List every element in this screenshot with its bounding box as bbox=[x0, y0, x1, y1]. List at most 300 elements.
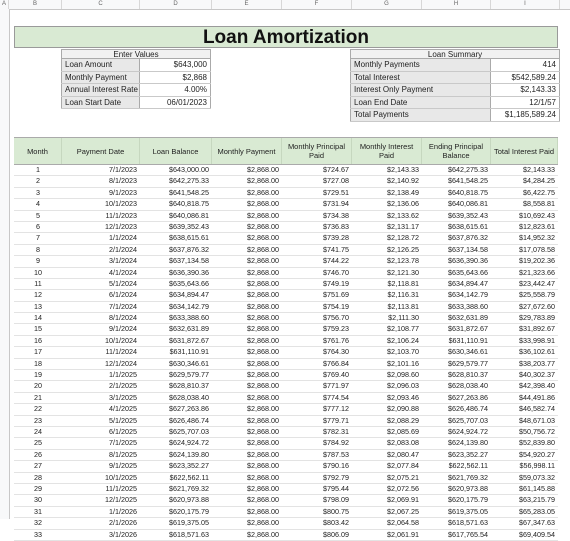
table-cell[interactable]: 7 bbox=[36, 233, 40, 243]
table-cell[interactable]: $2,868.00 bbox=[247, 313, 279, 323]
table-cell[interactable]: 11/1/2025 bbox=[105, 483, 137, 493]
table-cell[interactable]: $624,139.80 bbox=[169, 449, 209, 459]
table-row bbox=[14, 199, 558, 210]
column-header-d[interactable]: D bbox=[140, 0, 212, 9]
table-cell[interactable]: $631,110.91 bbox=[448, 335, 488, 345]
table-cell[interactable]: $634,142.79 bbox=[169, 301, 209, 311]
table-cell[interactable]: 11/1/2023 bbox=[105, 210, 137, 220]
table-cell[interactable]: $2,868.00 bbox=[247, 233, 279, 243]
table-cell[interactable]: $624,139.80 bbox=[448, 438, 488, 448]
table-cell[interactable]: $2,138.49 bbox=[387, 187, 419, 197]
table-cell[interactable]: $622,562.11 bbox=[448, 461, 488, 471]
table-cell[interactable]: $2,868.00 bbox=[247, 370, 279, 380]
table-cell[interactable]: 30 bbox=[34, 495, 42, 505]
table-cell[interactable]: $2,096.03 bbox=[387, 381, 419, 391]
table-cell[interactable]: 24 bbox=[34, 426, 42, 436]
table-cell[interactable]: $2,143.33 bbox=[523, 165, 555, 174]
table-cell[interactable]: $639,352.43 bbox=[448, 210, 488, 220]
table-cell[interactable]: $790.16 bbox=[323, 461, 349, 471]
table-cell[interactable]: $61,145.88 bbox=[519, 483, 555, 493]
table-cell[interactable]: $787.53 bbox=[323, 449, 349, 459]
table-cell[interactable]: $23,442.47 bbox=[519, 278, 555, 288]
table-cell[interactable]: $69,409.54 bbox=[519, 529, 555, 539]
table-cell[interactable]: 1/1/2024 bbox=[109, 233, 137, 243]
table-cell[interactable]: $642,275.33 bbox=[169, 176, 209, 186]
table-cell[interactable]: $724.67 bbox=[323, 165, 349, 174]
table-cell[interactable]: $2,077.84 bbox=[387, 461, 419, 471]
field-value[interactable]: $643,000 bbox=[140, 59, 211, 71]
table-cell[interactable]: $2,868.00 bbox=[247, 506, 279, 516]
table-cell[interactable]: $803.42 bbox=[323, 518, 349, 528]
table-cell[interactable]: $2,123.78 bbox=[387, 256, 419, 266]
table-cell[interactable]: $63,215.79 bbox=[519, 495, 555, 505]
table-cell[interactable]: $19,202.36 bbox=[519, 256, 555, 266]
table-cell[interactable]: $630,346.61 bbox=[169, 358, 209, 368]
table-cell[interactable]: $59,073.32 bbox=[519, 472, 555, 482]
column-heading[interactable]: Ending Principal Balance bbox=[422, 138, 491, 164]
table-cell[interactable]: $779.71 bbox=[323, 415, 349, 425]
column-header-h[interactable]: H bbox=[422, 0, 491, 9]
table-cell[interactable]: $4,284.25 bbox=[523, 176, 555, 186]
table-cell[interactable]: $2,093.46 bbox=[387, 392, 419, 402]
table-cell[interactable]: 19 bbox=[34, 370, 42, 380]
table-cell[interactable]: $628,038.40 bbox=[448, 381, 488, 391]
table-cell[interactable]: $46,582.74 bbox=[519, 404, 555, 414]
table-cell[interactable]: $10,692.43 bbox=[519, 210, 555, 220]
table-cell[interactable]: $29,783.89 bbox=[519, 313, 555, 323]
table-cell[interactable]: 7/1/2024 bbox=[109, 301, 137, 311]
table-cell[interactable]: $2,868.00 bbox=[247, 483, 279, 493]
table-cell[interactable]: $2,868.00 bbox=[247, 176, 279, 186]
table-row bbox=[14, 427, 558, 438]
table-cell[interactable]: $734.38 bbox=[323, 210, 349, 220]
column-header-i[interactable]: I bbox=[491, 0, 560, 9]
column-heading[interactable]: Monthly Interest Paid bbox=[352, 138, 422, 164]
table-cell[interactable]: $774.54 bbox=[323, 392, 349, 402]
table-cell[interactable]: $2,868.00 bbox=[247, 278, 279, 288]
table-cell[interactable]: 10/1/2025 bbox=[105, 472, 137, 482]
table-cell[interactable]: 13 bbox=[34, 301, 42, 311]
table-cell[interactable]: $636,390.36 bbox=[169, 267, 209, 277]
table-cell[interactable]: $2,069.91 bbox=[387, 495, 419, 505]
column-header-a[interactable]: A bbox=[0, 0, 9, 9]
table-cell[interactable]: $2,868.00 bbox=[247, 244, 279, 254]
table-cell[interactable]: $627,263.86 bbox=[169, 404, 209, 414]
table-cell[interactable]: $2,868.00 bbox=[247, 449, 279, 459]
table-cell[interactable]: 12/1/2023 bbox=[105, 221, 137, 231]
table-cell[interactable]: $637,876.32 bbox=[448, 233, 488, 243]
table-cell[interactable]: $2,131.17 bbox=[387, 221, 419, 231]
table-cell[interactable]: $620,973.88 bbox=[169, 495, 209, 505]
field-value[interactable]: $1,185,589.24 bbox=[491, 109, 560, 121]
table-cell[interactable]: 32 bbox=[34, 518, 42, 528]
table-cell[interactable]: $637,134.58 bbox=[169, 256, 209, 266]
column-header-f[interactable]: F bbox=[282, 0, 352, 9]
column-heading[interactable]: Month bbox=[14, 138, 62, 164]
table-cell[interactable]: $792.79 bbox=[323, 472, 349, 482]
table-cell[interactable]: $761.76 bbox=[323, 335, 349, 345]
table-cell[interactable]: $621,769.32 bbox=[448, 472, 488, 482]
table-cell[interactable]: 8/1/2024 bbox=[109, 313, 137, 323]
table-cell[interactable]: $620,175.79 bbox=[169, 506, 209, 516]
table-cell[interactable]: 14 bbox=[34, 313, 42, 323]
field-value[interactable]: $2,143.33 bbox=[491, 84, 560, 96]
table-cell[interactable]: $12,823.61 bbox=[519, 221, 555, 231]
table-cell[interactable]: $2,121.30 bbox=[387, 267, 419, 277]
table-cell[interactable]: $2,868.00 bbox=[247, 461, 279, 471]
table-cell[interactable]: 11/1/2024 bbox=[105, 347, 137, 357]
table-cell[interactable]: $782.31 bbox=[323, 426, 349, 436]
table-cell[interactable]: $2,140.92 bbox=[387, 176, 419, 186]
table-cell[interactable]: $2,075.21 bbox=[387, 472, 419, 482]
table-cell[interactable]: $2,868.00 bbox=[247, 438, 279, 448]
table-cell[interactable]: 29 bbox=[34, 483, 42, 493]
table-cell[interactable]: $17,078.58 bbox=[519, 244, 555, 254]
table-cell[interactable]: $632,631.89 bbox=[169, 324, 209, 334]
table-cell[interactable]: 4/1/2024 bbox=[109, 267, 137, 277]
table-cell[interactable]: $67,347.63 bbox=[519, 518, 555, 528]
table-cell[interactable]: $6,422.75 bbox=[523, 187, 555, 197]
table-cell[interactable]: $2,868.00 bbox=[247, 426, 279, 436]
table-cell[interactable]: $640,818.75 bbox=[169, 199, 209, 209]
table-cell[interactable]: $620,973.88 bbox=[448, 483, 488, 493]
table-cell[interactable]: 15 bbox=[34, 324, 42, 334]
table-cell[interactable]: $769.40 bbox=[323, 370, 349, 380]
table-cell[interactable]: $634,142.79 bbox=[448, 290, 488, 300]
table-cell[interactable]: $2,868.00 bbox=[247, 415, 279, 425]
table-cell[interactable]: $618,571.63 bbox=[169, 529, 209, 539]
column-header-c[interactable]: C bbox=[62, 0, 140, 9]
field-value[interactable]: 4.00% bbox=[140, 84, 211, 96]
table-cell[interactable]: $626,486.74 bbox=[448, 404, 488, 414]
table-cell[interactable]: $2,108.77 bbox=[387, 324, 419, 334]
table-cell[interactable]: $795.44 bbox=[323, 483, 349, 493]
table-cell[interactable]: 6/1/2025 bbox=[109, 426, 137, 436]
table-cell[interactable]: 3/1/2025 bbox=[109, 392, 137, 402]
table-cell[interactable]: $729.51 bbox=[323, 187, 349, 197]
table-cell[interactable]: $633,388.60 bbox=[169, 313, 209, 323]
table-cell[interactable]: $621,769.32 bbox=[169, 483, 209, 493]
table-cell[interactable]: $2,868.00 bbox=[247, 324, 279, 334]
table-cell[interactable]: 5/1/2025 bbox=[109, 415, 137, 425]
table-cell[interactable]: $625,707.03 bbox=[448, 415, 488, 425]
field-label: Loan End Date bbox=[350, 97, 491, 109]
table-cell[interactable]: $2,128.72 bbox=[387, 233, 419, 243]
table-cell[interactable]: $640,086.81 bbox=[448, 199, 488, 209]
table-cell[interactable]: $739.28 bbox=[323, 233, 349, 243]
table-cell[interactable]: $623,352.27 bbox=[169, 461, 209, 471]
table-cell[interactable]: $2,103.70 bbox=[387, 347, 419, 357]
table-cell[interactable]: $751.69 bbox=[323, 290, 349, 300]
table-cell[interactable]: $641,548.25 bbox=[169, 187, 209, 197]
table-cell[interactable]: $642,275.33 bbox=[448, 165, 488, 174]
table-cell[interactable]: 10 bbox=[34, 267, 42, 277]
column-header-e[interactable]: E bbox=[212, 0, 282, 9]
table-cell[interactable]: $2,126.25 bbox=[387, 244, 419, 254]
table-cell[interactable]: 2 bbox=[36, 176, 40, 186]
table-cell[interactable]: 20 bbox=[34, 381, 42, 391]
table-cell[interactable]: 3/1/2024 bbox=[109, 256, 137, 266]
table-cell[interactable]: $629,579.77 bbox=[448, 358, 488, 368]
table-cell[interactable]: $640,086.81 bbox=[169, 210, 209, 220]
table-cell[interactable]: $2,868.00 bbox=[247, 518, 279, 528]
table-cell[interactable]: $2,085.69 bbox=[387, 426, 419, 436]
table-cell[interactable]: 23 bbox=[34, 415, 42, 425]
table-cell[interactable]: $632,631.89 bbox=[448, 313, 488, 323]
table-cell[interactable]: $628,810.37 bbox=[448, 370, 488, 380]
table-cell[interactable]: $50,756.72 bbox=[519, 426, 555, 436]
table-cell[interactable]: 33 bbox=[34, 529, 42, 539]
table-cell[interactable]: $2,868.00 bbox=[247, 347, 279, 357]
table-cell[interactable]: $2,080.47 bbox=[387, 449, 419, 459]
table-cell[interactable]: $638,615.61 bbox=[448, 221, 488, 231]
table-cell[interactable]: $2,868.00 bbox=[247, 335, 279, 345]
table-cell[interactable]: 18 bbox=[34, 358, 42, 368]
table-cell[interactable]: 9/1/2024 bbox=[109, 324, 137, 334]
table-cell[interactable]: $627,263.86 bbox=[448, 392, 488, 402]
table-cell[interactable]: 5 bbox=[36, 210, 40, 220]
table-cell[interactable]: $2,868.00 bbox=[247, 199, 279, 209]
table-cell[interactable]: $2,090.88 bbox=[387, 404, 419, 414]
table-cell[interactable]: $2,111.30 bbox=[388, 313, 419, 323]
table-cell[interactable]: $630,346.61 bbox=[448, 347, 488, 357]
table-cell[interactable]: $2,868.00 bbox=[247, 404, 279, 414]
table-cell[interactable]: 27 bbox=[34, 461, 42, 471]
table-cell[interactable]: $727.08 bbox=[323, 176, 349, 186]
table-cell[interactable]: $631,872.67 bbox=[169, 335, 209, 345]
field-value[interactable]: 12/1/57 bbox=[491, 97, 560, 109]
table-cell[interactable]: $798.09 bbox=[323, 495, 349, 505]
table-cell[interactable]: $806.09 bbox=[323, 529, 349, 539]
table-cell[interactable]: $2,136.06 bbox=[387, 199, 419, 209]
table-cell[interactable]: 3/1/2026 bbox=[109, 529, 137, 539]
table-cell[interactable]: $2,868.00 bbox=[247, 210, 279, 220]
table-cell[interactable]: $2,061.91 bbox=[387, 529, 419, 539]
table-cell[interactable]: 17 bbox=[34, 347, 42, 357]
table-cell[interactable]: $38,203.77 bbox=[519, 358, 555, 368]
table-cell[interactable]: 12/1/2025 bbox=[105, 495, 137, 505]
table-cell[interactable]: 8/1/2023 bbox=[109, 176, 137, 186]
table-cell[interactable]: 9/1/2023 bbox=[109, 187, 137, 197]
table-cell[interactable]: $800.75 bbox=[323, 506, 349, 516]
table-cell[interactable]: 9 bbox=[36, 256, 40, 266]
field-value[interactable]: 06/01/2023 bbox=[140, 97, 211, 109]
table-cell[interactable]: $2,116.31 bbox=[387, 290, 419, 300]
field-value[interactable]: $2,868 bbox=[140, 72, 211, 84]
column-heading[interactable]: Monthly Principal Paid bbox=[282, 138, 352, 164]
table-cell[interactable]: $21,323.66 bbox=[519, 267, 555, 277]
table-cell[interactable]: $2,868.00 bbox=[247, 256, 279, 266]
table-cell[interactable]: $27,672.60 bbox=[519, 301, 555, 311]
table-cell[interactable]: $8,558.81 bbox=[523, 199, 555, 209]
table-cell[interactable]: $623,352.27 bbox=[448, 449, 488, 459]
table-cell[interactable]: $628,038.40 bbox=[169, 392, 209, 402]
table-cell[interactable]: 4 bbox=[36, 199, 40, 209]
table-cell[interactable]: $2,868.00 bbox=[247, 529, 279, 539]
table-cell[interactable]: $36,102.61 bbox=[519, 347, 555, 357]
table-cell[interactable]: $2,868.00 bbox=[247, 495, 279, 505]
table-cell[interactable]: 2/1/2025 bbox=[109, 381, 137, 391]
table-cell[interactable]: $624,924.72 bbox=[169, 438, 209, 448]
table-cell[interactable]: $754.19 bbox=[323, 301, 349, 311]
table-cell[interactable]: 16 bbox=[34, 335, 42, 345]
table-cell[interactable]: $731.94 bbox=[323, 199, 349, 209]
table-cell[interactable]: $2,868.00 bbox=[247, 392, 279, 402]
table-cell[interactable]: $635,643.66 bbox=[169, 278, 209, 288]
table-cell[interactable]: $784.92 bbox=[323, 438, 349, 448]
table-cell[interactable]: 5/1/2024 bbox=[109, 278, 137, 288]
table-cell[interactable]: $2,098.60 bbox=[387, 370, 419, 380]
table-cell[interactable]: 7/1/2025 bbox=[109, 438, 137, 448]
table-cell[interactable]: $622,562.11 bbox=[169, 472, 209, 482]
table-cell[interactable]: 6/1/2024 bbox=[109, 290, 137, 300]
table-cell[interactable]: $639,352.43 bbox=[169, 221, 209, 231]
table-cell[interactable]: $2,143.33 bbox=[387, 165, 419, 174]
table-cell[interactable]: $749.19 bbox=[323, 278, 349, 288]
field-value[interactable]: $542,589.24 bbox=[491, 72, 560, 84]
table-cell[interactable]: $624,924.72 bbox=[448, 426, 488, 436]
table-cell[interactable]: $629,579.77 bbox=[169, 370, 209, 380]
table-row bbox=[14, 461, 558, 472]
table-cell[interactable]: 12/1/2024 bbox=[105, 358, 137, 368]
table-cell[interactable]: 8 bbox=[36, 244, 40, 254]
table-cell[interactable]: 22 bbox=[34, 404, 42, 414]
table-cell[interactable]: $637,876.32 bbox=[169, 244, 209, 254]
table-cell[interactable]: $56,998.11 bbox=[519, 461, 555, 471]
table-cell[interactable]: $756.70 bbox=[323, 313, 349, 323]
table-cell[interactable]: $52,839.80 bbox=[519, 438, 555, 448]
table-cell[interactable]: $2,088.29 bbox=[387, 415, 419, 425]
table-cell[interactable]: 10/1/2024 bbox=[105, 335, 137, 345]
table-cell[interactable]: $2,106.24 bbox=[387, 335, 419, 345]
table-cell[interactable]: $619,375.05 bbox=[169, 518, 209, 528]
table-cell[interactable]: $2,868.00 bbox=[247, 358, 279, 368]
table-cell[interactable]: $771.97 bbox=[323, 381, 349, 391]
table-cell[interactable]: 26 bbox=[34, 449, 42, 459]
table-cell[interactable]: $2,072.56 bbox=[387, 483, 419, 493]
column-header-g[interactable]: G bbox=[352, 0, 422, 9]
table-cell[interactable]: 2/1/2024 bbox=[109, 244, 137, 254]
table-cell[interactable]: $42,398.40 bbox=[519, 381, 555, 391]
table-cell[interactable]: $636,390.36 bbox=[448, 256, 488, 266]
table-cell[interactable]: $641,548.25 bbox=[448, 176, 488, 186]
table-cell[interactable]: 21 bbox=[34, 392, 42, 402]
table-cell[interactable]: $620,175.79 bbox=[448, 495, 488, 505]
table-cell[interactable]: $625,707.03 bbox=[169, 426, 209, 436]
table-cell[interactable]: 1/1/2026 bbox=[109, 506, 137, 516]
table-cell[interactable]: 31 bbox=[34, 506, 42, 516]
table-cell[interactable]: 2/1/2026 bbox=[109, 518, 137, 528]
table-cell[interactable]: $744.22 bbox=[323, 256, 349, 266]
table-cell[interactable]: $634,894.47 bbox=[169, 290, 209, 300]
table-cell[interactable]: 1/1/2025 bbox=[109, 370, 137, 380]
field-label: Loan Amount bbox=[61, 59, 140, 71]
table-cell[interactable]: $31,892.67 bbox=[519, 324, 555, 334]
table-cell[interactable]: $40,302.37 bbox=[519, 370, 555, 380]
table-cell[interactable]: $635,643.66 bbox=[448, 267, 488, 277]
enter-values-row bbox=[61, 72, 211, 85]
sheet-title[interactable]: Loan Amortization bbox=[14, 26, 558, 48]
table-cell[interactable]: $638,615.61 bbox=[169, 233, 209, 243]
table-cell[interactable]: $33,998.91 bbox=[519, 335, 555, 345]
table-cell[interactable]: $2,101.16 bbox=[387, 358, 419, 368]
table-cell[interactable]: 8/1/2025 bbox=[109, 449, 137, 459]
table-header-row bbox=[14, 137, 558, 165]
table-cell[interactable]: 4/1/2025 bbox=[109, 404, 137, 414]
table-cell[interactable]: $2,064.58 bbox=[387, 518, 419, 528]
table-cell[interactable]: $777.12 bbox=[323, 404, 349, 414]
table-cell[interactable]: 25 bbox=[34, 438, 42, 448]
table-cell[interactable]: $2,067.25 bbox=[387, 506, 419, 516]
table-cell[interactable]: $2,113.81 bbox=[387, 301, 419, 311]
table-row bbox=[14, 336, 558, 347]
column-heading[interactable]: Monthly Payment bbox=[212, 138, 282, 164]
table-cell[interactable]: $2,868.00 bbox=[247, 301, 279, 311]
field-value[interactable]: 414 bbox=[491, 59, 560, 71]
table-cell[interactable]: $736.83 bbox=[323, 221, 349, 231]
table-cell[interactable]: $759.23 bbox=[323, 324, 349, 334]
table-cell[interactable]: $634,894.47 bbox=[448, 278, 488, 288]
table-cell[interactable]: $764.30 bbox=[323, 347, 349, 357]
table-cell[interactable]: $48,671.03 bbox=[519, 415, 555, 425]
table-cell[interactable]: $618,571.63 bbox=[448, 518, 488, 528]
table-cell[interactable]: $766.84 bbox=[323, 358, 349, 368]
table-cell[interactable]: 6 bbox=[36, 221, 40, 231]
table-cell[interactable]: $2,868.00 bbox=[247, 381, 279, 391]
table-cell[interactable]: 7/1/2023 bbox=[109, 165, 137, 174]
table-cell[interactable]: $628,810.37 bbox=[169, 381, 209, 391]
table-cell[interactable]: $631,872.67 bbox=[448, 324, 488, 334]
table-cell[interactable]: $619,375.05 bbox=[448, 506, 488, 516]
table-cell[interactable]: 1 bbox=[36, 165, 40, 174]
table-cell[interactable]: $617,765.54 bbox=[448, 529, 488, 539]
table-cell[interactable]: $2,868.00 bbox=[247, 165, 279, 174]
table-cell[interactable]: $626,486.74 bbox=[169, 415, 209, 425]
table-cell[interactable]: $2,868.00 bbox=[247, 267, 279, 277]
column-header-b[interactable]: B bbox=[9, 0, 62, 9]
table-cell[interactable]: 3 bbox=[36, 187, 40, 197]
table-cell[interactable]: $2,133.62 bbox=[387, 210, 419, 220]
table-cell[interactable]: $25,558.79 bbox=[519, 290, 555, 300]
table-cell[interactable]: 28 bbox=[34, 472, 42, 482]
table-cell[interactable]: $14,952.32 bbox=[519, 233, 555, 243]
table-cell[interactable]: $631,110.91 bbox=[169, 347, 209, 357]
table-cell[interactable]: $2,868.00 bbox=[247, 187, 279, 197]
table-cell[interactable]: 9/1/2025 bbox=[109, 461, 137, 471]
table-cell[interactable]: $2,868.00 bbox=[247, 472, 279, 482]
table-cell[interactable]: $54,920.27 bbox=[519, 449, 555, 459]
table-cell[interactable]: 12 bbox=[34, 290, 42, 300]
column-heading[interactable]: Loan Balance bbox=[140, 138, 212, 164]
table-cell[interactable]: 10/1/2023 bbox=[105, 199, 137, 209]
table-cell[interactable]: $633,388.60 bbox=[448, 301, 488, 311]
table-cell[interactable]: $65,283.05 bbox=[519, 506, 555, 516]
table-cell[interactable]: $2,083.08 bbox=[387, 438, 419, 448]
table-cell[interactable]: $640,818.75 bbox=[448, 187, 488, 197]
table-cell[interactable]: $741.75 bbox=[323, 244, 349, 254]
table-cell[interactable]: $44,491.86 bbox=[519, 392, 555, 402]
table-cell[interactable]: $2,868.00 bbox=[247, 221, 279, 231]
table-cell[interactable]: $746.70 bbox=[323, 267, 349, 277]
column-heading[interactable]: Total Interest Paid bbox=[491, 138, 558, 164]
table-cell[interactable]: $637,134.58 bbox=[448, 244, 488, 254]
table-cell[interactable]: $2,118.81 bbox=[387, 278, 419, 288]
table-row bbox=[14, 222, 558, 233]
column-heading[interactable]: Payment Date bbox=[62, 138, 140, 164]
table-cell[interactable]: $643,000.00 bbox=[169, 165, 209, 174]
table-cell[interactable]: 11 bbox=[34, 278, 42, 288]
table-cell[interactable]: $2,868.00 bbox=[247, 290, 279, 300]
